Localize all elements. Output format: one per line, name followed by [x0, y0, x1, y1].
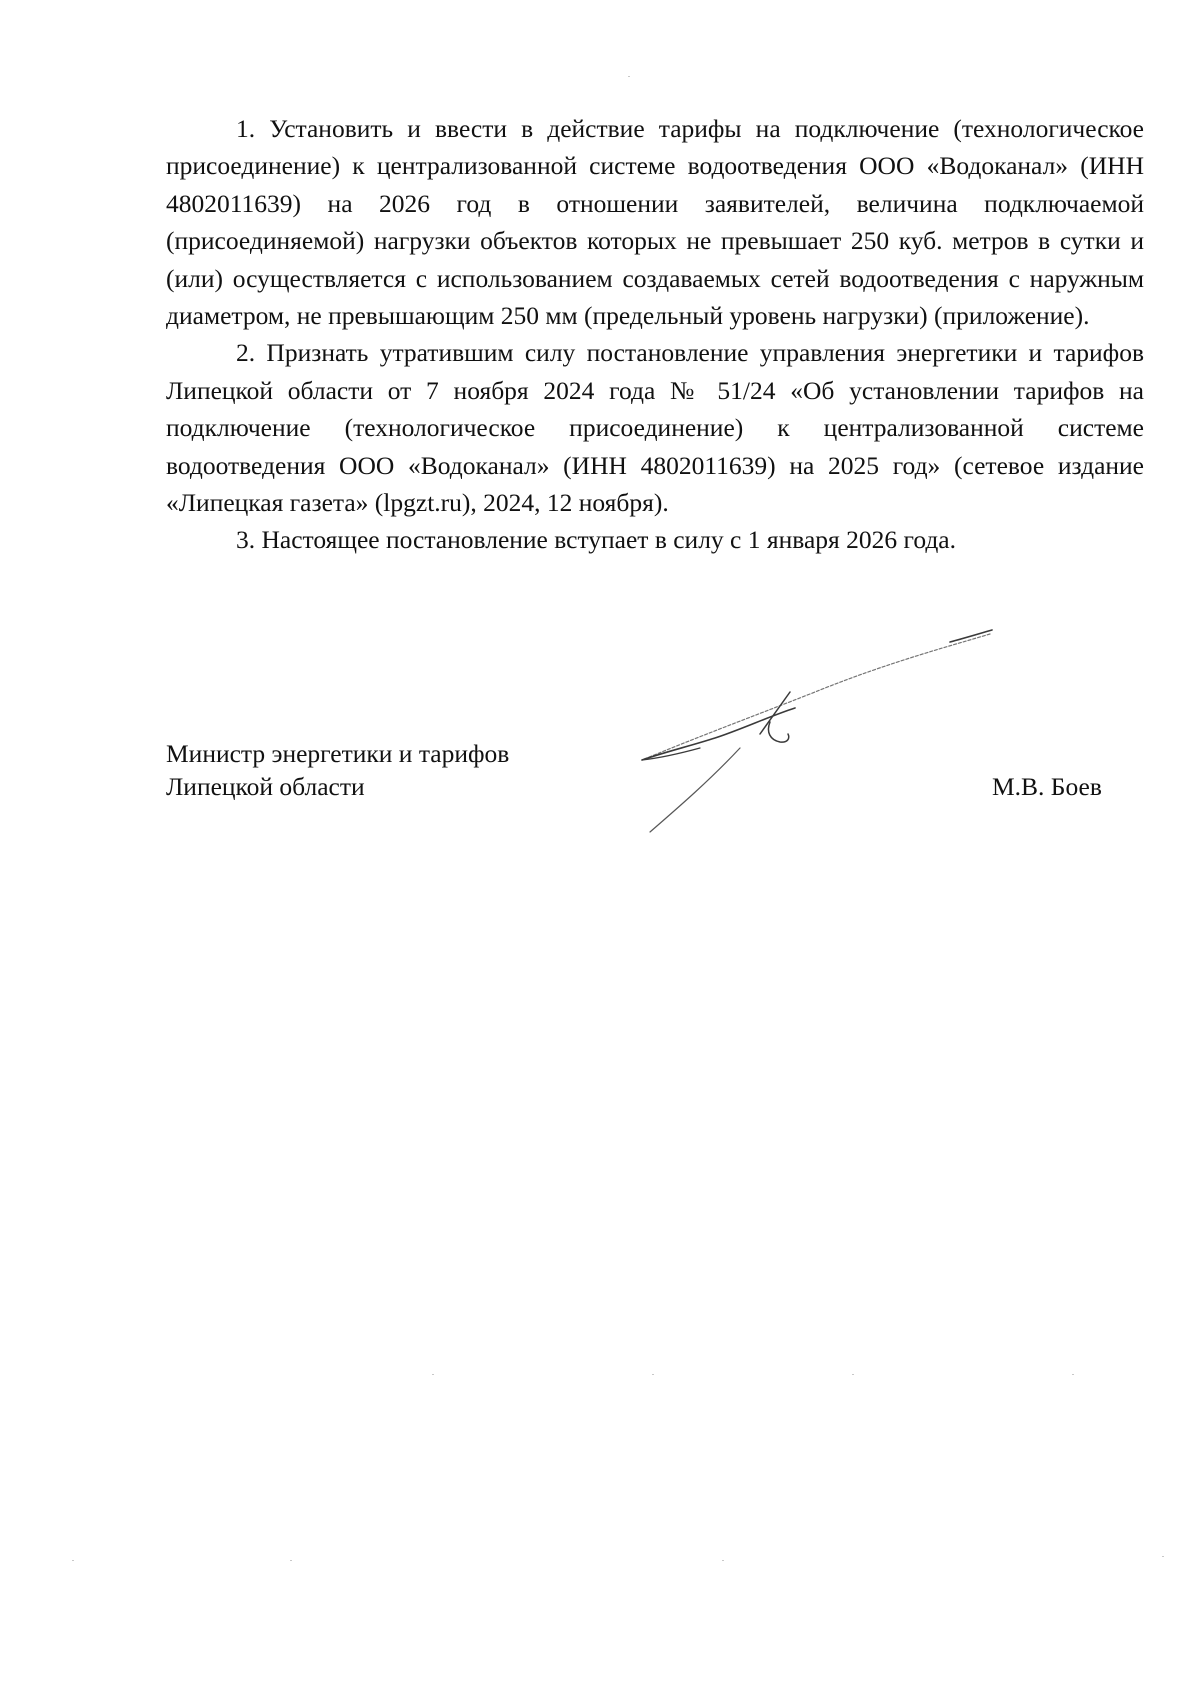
- paragraph-3: 3. Настоящее постановление вступает в силу с 1 января 2026 года.: [236, 525, 957, 555]
- scan-speck: [652, 1374, 654, 1375]
- signer-position: [166, 737, 509, 803]
- scan-speck: [290, 1560, 292, 1561]
- paragraph-2: 2. Признать утратившим силу постановление управления энергетики и тарифов Липецкой области от 7 ноября 2024 года № 51/24 «Об установлении тарифов на подключение (технологическое присоединение) к централизованной системе водоотведения ООО «Водоканал» (ИНН 4802011639) на 2025 год» (сетевое издание «Липецкая газета» (lpgzt.ru), 2024, 12 ноября).: [166, 338, 1144, 518]
- paragraph-1: 1. Установить и ввести в действие тарифы на подключение (технологическое присоединение) к централизованной системе водоотведения ООО «Водоканал» (ИНН 4802011639) на 2026 год в отношении заявителей, величина подключаемой (присоединяемой) нагрузки объектов которых не превышает 250 куб. метров в сутки и (или) осуществляется с использованием создаваемых сетей водоотведения с наружным диаметром, не превышающим 250 мм (предельный уровень нагрузки) (приложение).: [166, 114, 1144, 331]
- signer-position-line-2: Липецкой области: [166, 772, 365, 801]
- scan-speck: [1072, 1374, 1074, 1375]
- scan-speck: [72, 1560, 74, 1561]
- signer-name: М.В. Боев: [992, 772, 1102, 801]
- scan-speck: [1162, 1556, 1164, 1557]
- scan-speck: [722, 1560, 724, 1561]
- handwritten-signature: [620, 620, 1040, 850]
- scan-speck: [432, 1374, 434, 1375]
- document-body: [166, 110, 1144, 559]
- scan-speck: [852, 1374, 854, 1375]
- scan-speck: [628, 76, 630, 77]
- signer-position-line-1: Министр энергетики и тарифов: [166, 739, 510, 768]
